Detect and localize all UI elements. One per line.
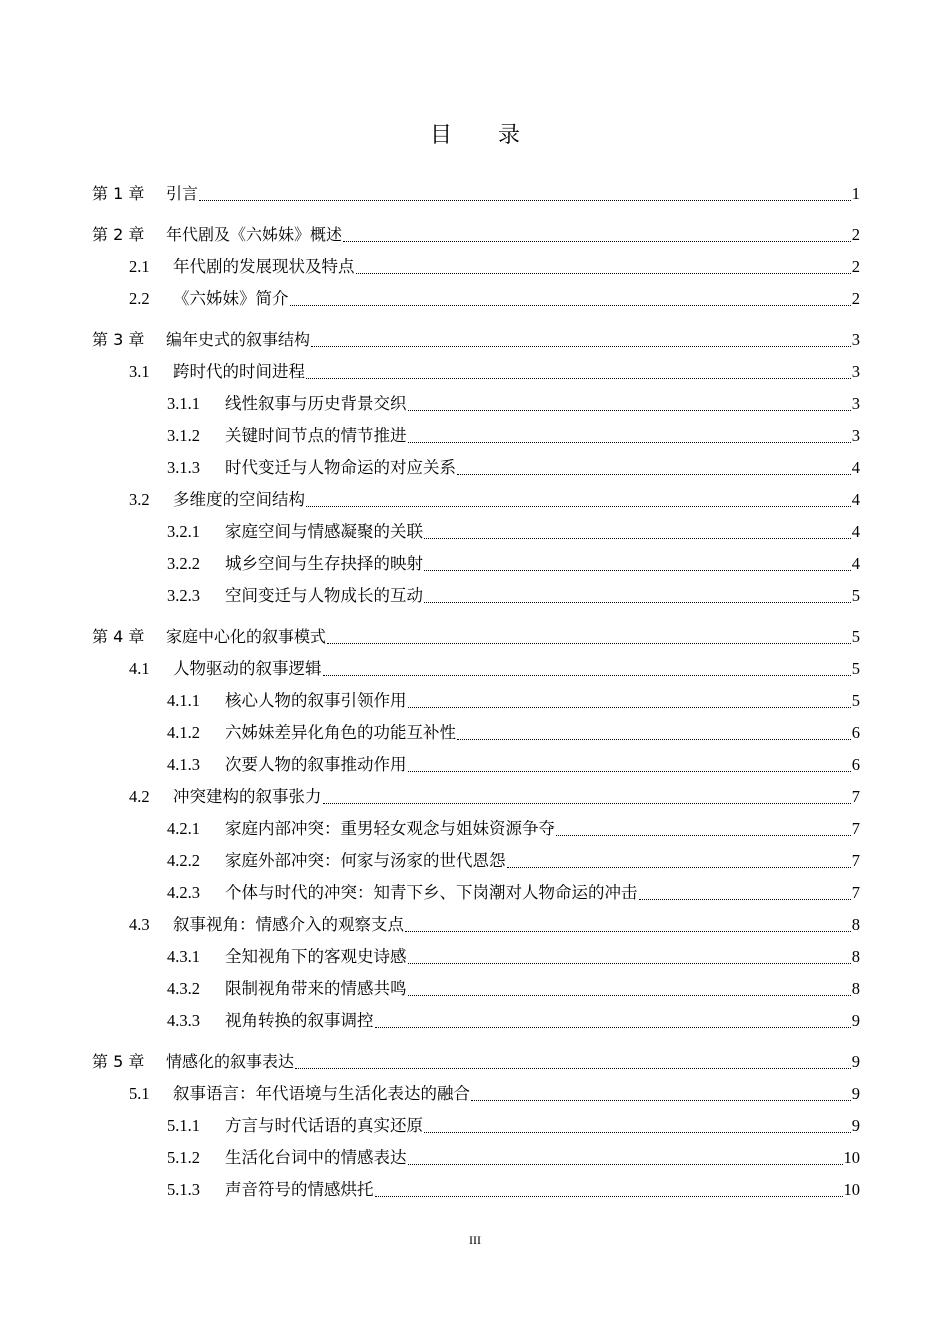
toc-entry[interactable]: [92, 1005, 860, 1037]
toc-entry-title: 六姊妹差异化角色的功能互补性: [225, 723, 456, 742]
toc-entry-title: 空间变迁与人物成长的互动: [225, 586, 423, 605]
toc-entry-number: 4.1.3: [167, 755, 200, 774]
toc-entry-page: 6: [851, 723, 860, 742]
toc-entry-number: 5.1.3: [167, 1180, 200, 1199]
toc-leader-dots: [408, 1163, 843, 1165]
toc-entry-page: 8: [851, 915, 860, 934]
toc-leader-dots: [639, 898, 851, 900]
toc-leader-dots: [424, 601, 851, 603]
toc-entry-page: 5: [851, 659, 860, 678]
toc-leader-dots: [323, 802, 851, 804]
toc-entry[interactable]: [92, 845, 860, 877]
toc-entry-title: 限制视角带来的情感共鸣: [225, 979, 407, 998]
toc-entry[interactable]: [92, 548, 860, 580]
toc-entry[interactable]: [92, 251, 860, 283]
toc-leader-dots: [408, 441, 851, 443]
toc-entry-title: 次要人物的叙事推动作用: [225, 755, 407, 774]
toc-leader-dots: [457, 738, 851, 740]
toc-entry[interactable]: [92, 1110, 860, 1142]
toc-entry-number: 4.1.2: [167, 723, 200, 742]
toc-entry-number: 3.2: [129, 490, 150, 509]
toc-leader-dots: [405, 930, 851, 932]
toc-entry[interactable]: [92, 717, 860, 749]
toc-entry-title: 家庭内部冲突：重男轻女观念与姐妹资源争夺: [225, 819, 555, 838]
toc-entry-number: 3.1.3: [167, 458, 200, 477]
toc-entry[interactable]: [92, 324, 860, 356]
toc-entry-page: 8: [851, 947, 860, 966]
toc-entry[interactable]: [92, 516, 860, 548]
toc-leader-dots: [471, 1099, 851, 1101]
toc-leader-dots: [375, 1026, 851, 1028]
toc-entry[interactable]: [92, 283, 860, 315]
toc-entry-page: 7: [851, 883, 860, 902]
toc-leader-dots: [424, 537, 851, 539]
toc-entry-number: 4.3.1: [167, 947, 200, 966]
toc-entry-number: 4.1.1: [167, 691, 200, 710]
toc-entry-page: 7: [851, 851, 860, 870]
toc-entry-title: 家庭中心化的叙事模式: [166, 627, 327, 646]
toc-entry-number: 4.1: [129, 659, 150, 678]
toc-leader-dots: [375, 1195, 843, 1197]
toc-entry-page: 8: [851, 979, 860, 998]
toc-entry-page: 10: [843, 1148, 860, 1167]
toc-entry-title: 线性叙事与历史背景交织: [225, 394, 407, 413]
toc-entry-page: 2: [851, 257, 860, 276]
toc-entry[interactable]: [92, 749, 860, 781]
toc-entry[interactable]: [92, 781, 860, 813]
toc-entry-page: 9: [851, 1116, 860, 1135]
toc-entry-title: 冲突建构的叙事张力: [173, 787, 322, 806]
toc-entry[interactable]: [92, 653, 860, 685]
toc-entry-page: 7: [851, 787, 860, 806]
toc-entry-title: 方言与时代话语的真实还原: [225, 1116, 423, 1135]
toc-entry-title: 多维度的空间结构: [173, 490, 305, 509]
toc-leader-dots: [290, 304, 851, 306]
toc-entry-number: 5.1.1: [167, 1116, 200, 1135]
toc-entry-page: 4: [851, 490, 860, 509]
toc-entry-page: 5: [851, 627, 860, 646]
toc-entry-title: 引言: [166, 184, 199, 203]
toc-entry-page: 7: [851, 819, 860, 838]
toc-entry-number: 第 3 章: [92, 330, 145, 349]
toc-leader-dots: [408, 994, 851, 996]
toc-entry-number: 第 4 章: [92, 627, 145, 646]
toc-entry[interactable]: [92, 1078, 860, 1110]
toc-entry-page: 9: [851, 1084, 860, 1103]
toc-entry-title: 跨时代的时间进程: [173, 362, 305, 381]
toc-entry-page: 2: [851, 289, 860, 308]
toc-entry-title: 视角转换的叙事调控: [225, 1011, 374, 1030]
toc-entry-title: 人物驱动的叙事逻辑: [173, 659, 322, 678]
toc-entry[interactable]: [92, 420, 860, 452]
toc-leader-dots: [556, 834, 851, 836]
toc-entry-number: 5.1: [129, 1084, 150, 1103]
toc-leader-dots: [507, 866, 851, 868]
toc-entry-title: 生活化台词中的情感表达: [225, 1148, 407, 1167]
toc-leader-dots: [311, 345, 851, 347]
toc-entry-number: 第 5 章: [92, 1052, 145, 1071]
toc-entry-title: 个体与时代的冲突：知青下乡、下岗潮对人物命运的冲击: [225, 883, 638, 902]
toc-entry[interactable]: [92, 580, 860, 612]
toc-entry[interactable]: [92, 877, 860, 909]
toc-title: 目录: [429, 123, 566, 148]
toc-entry-number: 5.1.2: [167, 1148, 200, 1167]
toc-entry[interactable]: [92, 356, 860, 388]
toc-entry[interactable]: [92, 1046, 860, 1078]
toc-entry-number: 2.1: [129, 257, 150, 276]
toc-leader-dots: [306, 505, 851, 507]
toc-entry[interactable]: [92, 909, 860, 941]
toc-entry[interactable]: [92, 941, 860, 973]
toc-entry[interactable]: [92, 178, 860, 210]
toc-entry-page: 4: [851, 458, 860, 477]
toc-entry-number: 3.1.2: [167, 426, 200, 445]
toc-entry-number: 第 2 章: [92, 225, 145, 244]
toc-leader-dots: [323, 674, 851, 676]
toc-leader-dots: [356, 272, 851, 274]
toc-entry-number: 4.3.3: [167, 1011, 200, 1030]
toc-entry-page: 6: [851, 755, 860, 774]
page-footer-number: III: [469, 1233, 481, 1247]
toc-entry-page: 5: [851, 586, 860, 605]
toc-leader-dots: [306, 377, 851, 379]
toc-entry-number: 3.2.1: [167, 522, 200, 541]
toc-entry[interactable]: [92, 1174, 860, 1206]
toc-entry-title: 年代剧及《六姊妹》概述: [166, 225, 343, 244]
toc-entry-title: 《六姊妹》简介: [173, 289, 289, 308]
toc-leader-dots: [408, 962, 851, 964]
toc-entry-title: 时代变迁与人物命运的对应关系: [225, 458, 456, 477]
toc-entry-page: 3: [851, 330, 860, 349]
toc-leader-dots: [424, 569, 851, 571]
toc-entry[interactable]: [92, 484, 860, 516]
toc-entry-number: 3.2.3: [167, 586, 200, 605]
toc-entry-number: 3.1: [129, 362, 150, 381]
toc-entry-number: 4.2.2: [167, 851, 200, 870]
toc-entry[interactable]: [92, 621, 860, 653]
toc-entry-title: 家庭外部冲突：何家与汤家的世代恩怨: [225, 851, 506, 870]
toc-leader-dots: [327, 642, 851, 644]
toc-entry-page: 3: [851, 362, 860, 381]
toc-entry[interactable]: [92, 813, 860, 845]
toc-entry-number: 3.2.2: [167, 554, 200, 573]
toc-entry-number: 2.2: [129, 289, 150, 308]
toc-entry-title: 年代剧的发展现状及特点: [173, 257, 355, 276]
toc-entry-number: 4.3: [129, 915, 150, 934]
toc-entry-title: 关键时间节点的情节推进: [225, 426, 407, 445]
toc-leader-dots: [408, 409, 851, 411]
toc-entry-number: 第 1 章: [92, 184, 145, 203]
toc-entry-title: 叙事语言：年代语境与生活化表达的融合: [173, 1084, 470, 1103]
toc-entry-page: 3: [851, 394, 860, 413]
toc-leader-dots: [343, 240, 851, 242]
toc-entry-page: 5: [851, 691, 860, 710]
toc-entry-page: 10: [843, 1180, 860, 1199]
table-of-contents: [92, 178, 860, 1206]
toc-entry-page: 9: [851, 1052, 860, 1071]
toc-entry-title: 全知视角下的客观史诗感: [225, 947, 407, 966]
toc-entry[interactable]: [92, 388, 860, 420]
toc-entry-number: 4.3.2: [167, 979, 200, 998]
toc-entry[interactable]: [92, 685, 860, 717]
toc-leader-dots: [199, 199, 851, 201]
toc-entry-page: 3: [851, 426, 860, 445]
toc-entry-title: 城乡空间与生存抉择的映射: [225, 554, 423, 573]
toc-entry-page: 4: [851, 554, 860, 573]
toc-entry[interactable]: [92, 452, 860, 484]
toc-entry-page: 2: [851, 225, 860, 244]
toc-entry-title: 核心人物的叙事引领作用: [225, 691, 407, 710]
toc-entry-number: 3.1.1: [167, 394, 200, 413]
toc-entry[interactable]: [92, 973, 860, 1005]
toc-entry-number: 4.2: [129, 787, 150, 806]
toc-leader-dots: [424, 1131, 851, 1133]
toc-leader-dots: [295, 1067, 851, 1069]
toc-entry-title: 叙事视角：情感介入的观察支点: [173, 915, 404, 934]
toc-entry-title: 情感化的叙事表达: [166, 1052, 295, 1071]
toc-leader-dots: [457, 473, 851, 475]
toc-entry-number: 4.2.1: [167, 819, 200, 838]
toc-entry-title: 声音符号的情感烘托: [225, 1180, 374, 1199]
toc-entry-page: 4: [851, 522, 860, 541]
toc-entry[interactable]: [92, 1142, 860, 1174]
toc-entry-title: 编年史式的叙事结构: [166, 330, 311, 349]
toc-leader-dots: [408, 706, 851, 708]
toc-entry-number: 4.2.3: [167, 883, 200, 902]
toc-entry[interactable]: [92, 219, 860, 251]
toc-entry-page: 1: [851, 184, 860, 203]
toc-entry-title: 家庭空间与情感凝聚的关联: [225, 522, 423, 541]
toc-leader-dots: [408, 770, 851, 772]
toc-entry-page: 9: [851, 1011, 860, 1030]
